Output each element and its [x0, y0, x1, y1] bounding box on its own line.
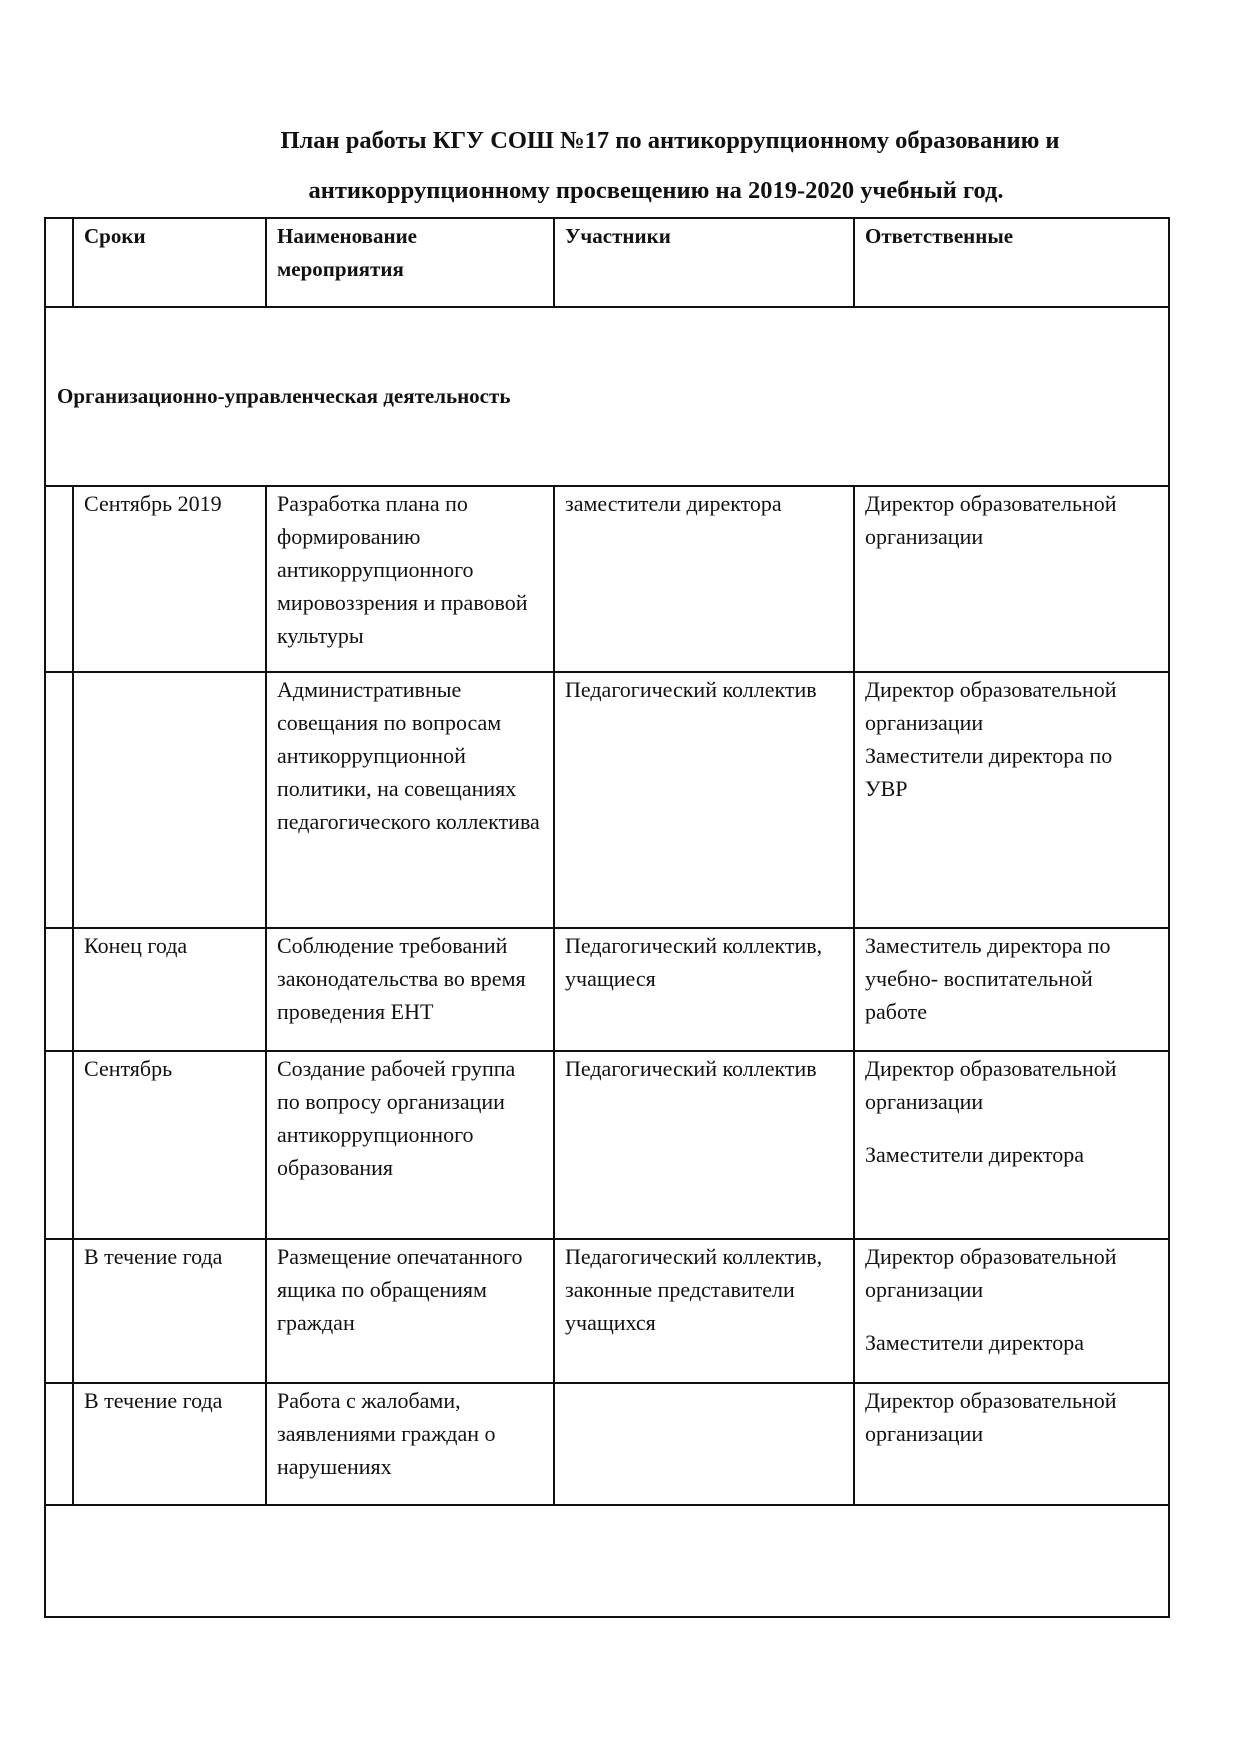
table-header-row — [45, 218, 1169, 307]
responsible-primary: Директор образовательной организации — [865, 677, 1117, 735]
table-row — [45, 486, 1169, 672]
responsible-primary: Директор образовательной организации — [865, 491, 1117, 549]
row-event: Размещение опечатанного ящика по обращениям граждан — [266, 1239, 554, 1383]
row-event: Создание рабочей группа по вопросу организации антикоррупционного образования — [266, 1051, 554, 1239]
empty-bottom-row — [45, 1505, 1169, 1617]
row-number-cell — [45, 1051, 73, 1239]
row-responsible — [854, 1383, 1169, 1505]
row-participants: Педагогический коллектив — [554, 672, 854, 928]
header-responsible: Ответственные — [854, 218, 1169, 307]
header-participants: Участники — [554, 218, 854, 307]
responsible-primary: Директор образовательной организации — [865, 1388, 1117, 1446]
row-number-cell — [45, 928, 73, 1051]
row-term: Сентябрь — [73, 1051, 266, 1239]
number-column-header — [45, 218, 73, 307]
row-responsible — [854, 672, 1169, 928]
section-row — [45, 307, 1169, 486]
row-number-cell — [45, 672, 73, 928]
row-term — [73, 672, 266, 928]
row-term: Конец года — [73, 928, 266, 1051]
row-event: Разработка плана по формированию антикоррупционного мировоззрения и правовой культуры — [266, 486, 554, 672]
table-row — [45, 928, 1169, 1051]
row-responsible — [854, 1051, 1169, 1239]
row-number-cell — [45, 1383, 73, 1505]
responsible-secondary: Заместители директора по УВР — [865, 743, 1113, 801]
responsible-primary: Директор образовательной организации — [865, 1244, 1117, 1302]
title-line-2: антикоррупционному просвещению на 2019-2020 учебный год. — [308, 177, 1004, 204]
header-event: Наименование мероприятия — [266, 218, 554, 307]
table-row — [45, 1383, 1169, 1505]
responsible-primary: Директор образовательной организации — [865, 1056, 1117, 1114]
title-line-1: План работы КГУ СОШ №17 по антикоррупционному образованию и — [280, 127, 1060, 154]
row-participants: Педагогический коллектив — [554, 1051, 854, 1239]
document-title — [150, 116, 1150, 216]
row-responsible — [854, 928, 1169, 1051]
row-participants: заместители директора — [554, 486, 854, 672]
row-term: Сентябрь 2019 — [73, 486, 266, 672]
table-row — [45, 1239, 1169, 1383]
row-responsible — [854, 486, 1169, 672]
row-event: Соблюдение требований законодательства во время проведения ЕНТ — [266, 928, 554, 1051]
row-participants: Педагогический коллектив, законные представители учащихся — [554, 1239, 854, 1383]
row-number-cell — [45, 486, 73, 672]
row-term: В течение года — [73, 1239, 266, 1383]
row-participants — [554, 1383, 854, 1505]
responsible-secondary: Заместители директора — [865, 1142, 1085, 1167]
table-row — [45, 1051, 1169, 1239]
row-event: Работа с жалобами, заявлениями граждан о нарушениях — [266, 1383, 554, 1505]
row-term: В течение года — [73, 1383, 266, 1505]
row-responsible — [854, 1239, 1169, 1383]
row-participants: Педагогический коллектив, учащиеся — [554, 928, 854, 1051]
header-term: Сроки — [73, 218, 266, 307]
row-event: Административные совещания по вопросам антикоррупционной политики, на совещаниях педагогического коллектива — [266, 672, 554, 928]
table-row — [45, 672, 1169, 928]
empty-cell — [45, 1505, 1169, 1617]
row-number-cell — [45, 1239, 73, 1383]
plan-table — [44, 217, 1170, 1618]
section-title: Организационно-управленческая деятельность — [45, 307, 1169, 486]
responsible-secondary: Заместители директора — [865, 1330, 1085, 1355]
responsible-primary: Заместитель директора по учебно- воспитательной работе — [865, 933, 1111, 1024]
